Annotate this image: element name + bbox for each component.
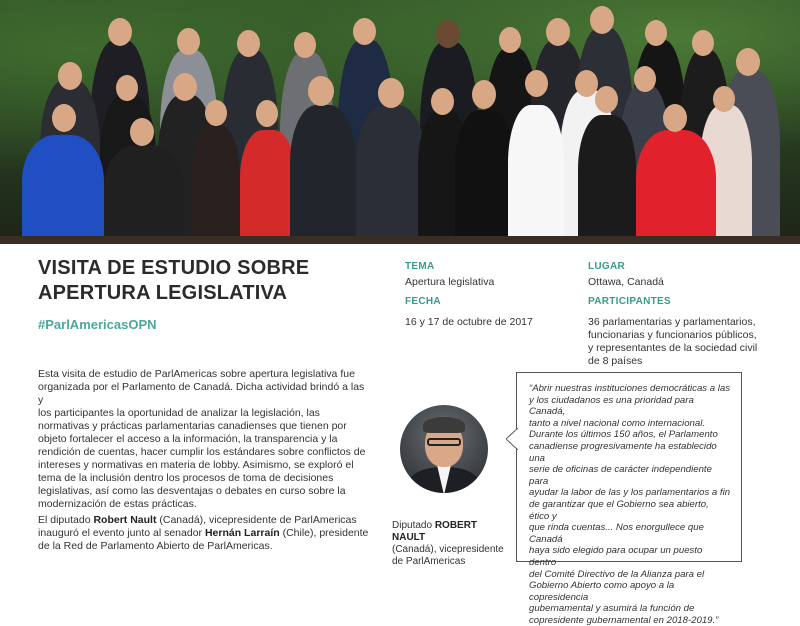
body-name-robert-nault: Robert Nault [93, 514, 157, 526]
person-figure [636, 130, 716, 244]
person-head [546, 18, 570, 46]
person-figure [508, 105, 564, 244]
hashtag: #ParlAmericasOPN [38, 317, 157, 332]
person-head [256, 100, 278, 127]
portrait-robert-nault [400, 405, 488, 493]
quote-line: copresidente gubernamental en 2018-2019.” [529, 614, 719, 626]
person-head [308, 76, 334, 106]
quote-line: Gobierno Abierto como apoyo a la copresidencia [529, 580, 675, 603]
caption-prefix: Diputado [392, 520, 435, 531]
lugar-label: LUGAR [588, 261, 626, 272]
portrait-caption [392, 520, 512, 568]
quote-line: haya sido elegido para ocupar un puesto dentro [529, 545, 703, 568]
person-head [205, 100, 227, 126]
page-title [38, 256, 368, 306]
body-line: modernización de estas prácticas. [38, 498, 197, 510]
quote-line: que rinda cuentas... Nos enorgullece que Canadá [529, 522, 704, 545]
lugar-value: Ottawa, Canadá [588, 276, 664, 288]
person-head [575, 70, 598, 97]
body-line: rendición de cuentas, hacer cumplir los estándares sobre conflictos de [38, 446, 366, 458]
fecha-label: FECHA [405, 296, 441, 307]
quote-line: y los ciudadanos es una prioridad para Canadá, [529, 394, 694, 418]
tema-label: TEMA [405, 261, 435, 272]
quote-line: serie de oficinas de carácter independiente para [529, 464, 712, 487]
person-head [525, 70, 548, 97]
person-head [692, 30, 714, 56]
person-figure [290, 105, 356, 244]
participantes-label: PARTICIPANTES [588, 296, 671, 307]
person-head [378, 78, 404, 108]
quote-line: Durante los últimos 150 años, el Parlamento [529, 429, 718, 441]
person-head [294, 32, 316, 58]
participantes-value [588, 316, 788, 368]
person-head [663, 104, 687, 132]
person-figure [356, 105, 426, 244]
participantes-line: funcionarias y funcionarios públicos, [588, 329, 757, 341]
person-head [108, 18, 132, 46]
person-figure [578, 115, 636, 244]
quote-text [529, 383, 731, 626]
caption-line: de ParlAmericas [392, 556, 466, 567]
title-line-2: APERTURA LEGISLATIVA [38, 282, 288, 304]
body-text-span: inauguró el evento junto al senador [38, 527, 205, 539]
person-figure [240, 130, 296, 244]
body-paragraph-2 [38, 514, 370, 553]
body-line: intereses y normativas en materia de lobby. Asimismo, se exploró el [38, 459, 354, 471]
person-head [177, 28, 200, 55]
person-figure [455, 110, 515, 244]
person-figure [22, 135, 104, 244]
person-head [130, 118, 154, 146]
body-line: organizada por el Parlamento de Canadá. Dicha actividad brindó a las y [38, 381, 365, 406]
quote-line: tanto a nivel nacional como internacional. [529, 417, 705, 429]
quote-line: ayudar la labor de las y los parlamentarios a fin [529, 487, 731, 499]
participantes-line: y representantes de la sociedad civil [588, 342, 758, 354]
person-head [58, 62, 82, 90]
quote-line: canadiense progresivamente ha establecido una [529, 440, 717, 464]
person-head [353, 18, 376, 45]
person-head [713, 86, 735, 112]
body-name-hernan-larrain: Hernán Larraín [204, 527, 280, 539]
body-line: tema de la inclusión dentro los procesos de toma de decisiones [38, 472, 334, 484]
floor [0, 236, 800, 244]
quote-line: “Abrir nuestras instituciones democráticas a las [529, 383, 731, 394]
person-head [645, 20, 667, 46]
group-photo [0, 0, 800, 244]
person-head [736, 48, 760, 76]
body-text [38, 368, 370, 556]
caption-line: (Canadá), vicepresidente [392, 544, 504, 555]
person-head [116, 75, 138, 101]
person-head [472, 80, 496, 109]
person-head [436, 20, 460, 48]
person-head [431, 88, 454, 115]
quote-line: gubernamental y asumirá la función de [529, 603, 695, 615]
person-head [634, 66, 656, 92]
person-figure [192, 125, 240, 244]
person-head [237, 30, 260, 57]
body-paragraph-1 [38, 368, 370, 511]
body-line: Esta visita de estudio de ParlAmericas sobre apertura legislativa fue [38, 368, 355, 380]
participantes-line: 36 parlamentarias y parlamentarios, [588, 316, 756, 328]
body-line: legislativas, así como las desventajas o debates en curso sobre la [38, 485, 346, 497]
title-line-1: VISITA DE ESTUDIO SOBRE [38, 257, 310, 279]
tema-value: Apertura legislativa [405, 276, 495, 288]
body-text-span: El diputado [38, 514, 94, 526]
person-head [499, 27, 521, 53]
person-figure [104, 145, 184, 244]
speech-tail-icon [506, 428, 518, 450]
quote-line: del Comité Directivo de la Alianza para el [529, 568, 705, 580]
body-line: objeto fortalecer el acceso a la información, la transparencia y la [38, 433, 338, 445]
person-head [173, 73, 197, 101]
quote-box [516, 372, 742, 626]
person-head [595, 86, 618, 113]
fecha-value: 16 y 17 de octubre de 2017 [405, 316, 533, 328]
quote-line: de garantizar que el Gobierno sea abierto, ético y [529, 498, 709, 522]
body-line: los participantes la oportunidad de analizar la legislación, las [38, 407, 320, 419]
body-line: normativas y prácticas parlamentarias canadienses que tienen por [38, 420, 347, 432]
person-head [590, 6, 614, 34]
body-text-span: de la Red de Parlamento Abierto de ParlAmericas. [38, 540, 273, 552]
person-head [52, 104, 76, 132]
portrait-glasses [427, 438, 461, 446]
portrait-hair [423, 417, 465, 433]
body-text-span: (Chile), presidente [279, 527, 369, 539]
body-text-span: (Canadá), vicepresidente de ParlAmericas [156, 514, 357, 526]
participantes-line: de 8 países [588, 355, 643, 367]
caption-name: ROBERT NAULT [392, 520, 478, 543]
